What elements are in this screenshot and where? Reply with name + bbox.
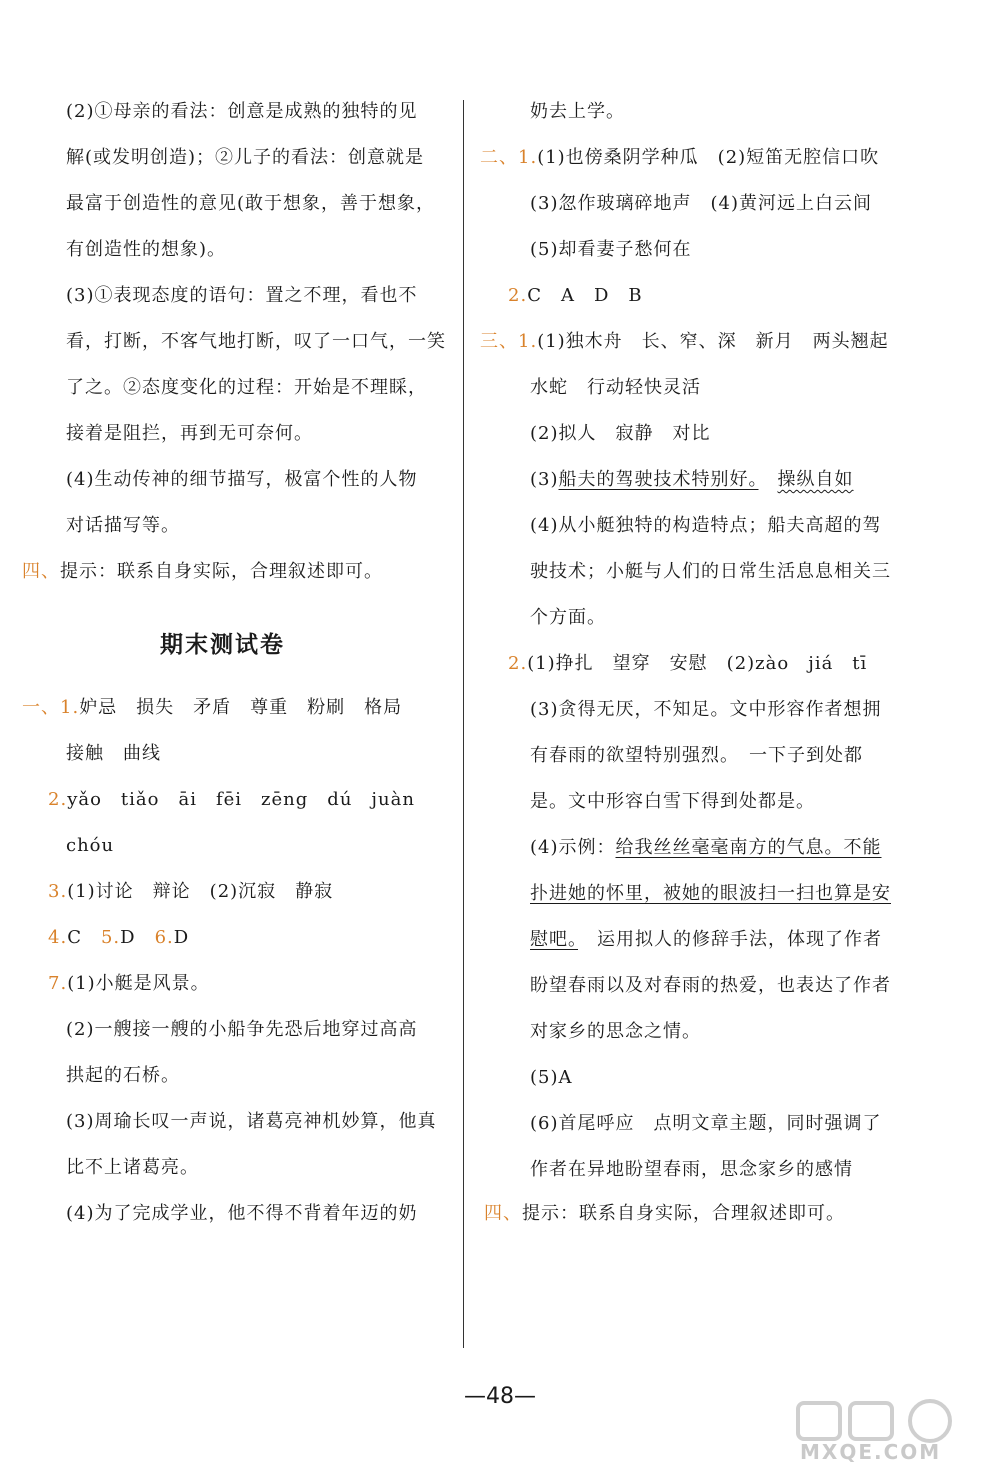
answer-line: [48, 926, 189, 950]
answer-text: 盼望春雨以及对春雨的热爱，也表达了作者: [530, 975, 891, 996]
answer-text: (4)从小艇独特的构造特点；船夫高超的驾: [530, 515, 882, 536]
underlined-text: 慰吧。: [530, 929, 578, 950]
answer-line: [66, 1156, 199, 1180]
answer-line: [66, 1202, 418, 1226]
answer-text: C A D B: [527, 285, 643, 306]
answer-text: 是。文中形容白雪下得到处都是。: [530, 791, 815, 812]
answer-line: [66, 1064, 180, 1088]
answer-text: (2)①母亲的看法：创意是成熟的独特的见: [66, 101, 418, 122]
question-number: 2.: [508, 285, 528, 306]
answer-text: D: [173, 927, 190, 948]
answer-line: [66, 468, 418, 492]
answer-line: [484, 1202, 845, 1226]
answer-line: [48, 972, 210, 996]
question-number: 6.: [154, 927, 174, 948]
answer-text: [759, 469, 778, 490]
answer-text: (3)贪得无厌，不知足。文中形容作者想拥: [530, 699, 882, 720]
answer-text: (1)也傍桑阴学种瓜 (2)短笛无腔信口吹: [537, 147, 880, 168]
answer-text: 拱起的石桥。: [66, 1065, 180, 1086]
answer-line: [480, 330, 889, 354]
answer-text: 妒忌 损失 矛盾 尊重 粉刷 格局: [79, 697, 403, 718]
answer-text: (3)周瑜长叹一声说，诸葛亮神机妙算，他真: [66, 1111, 437, 1132]
answer-text: 驶技术；小艇与人们的日常生活息息相关三: [530, 561, 891, 582]
answer-text: 最富于创造性的意见(敢于想象，善于想象，: [66, 193, 436, 214]
answer-line: [530, 974, 891, 998]
answer-text: (3)①表现态度的语句：置之不理，看也不: [66, 285, 418, 306]
answer-text: 看，打断，不客气地打断，叹了一口气，一笑: [66, 331, 446, 352]
underlined-text: 船夫的驾驶技术特别好。: [558, 469, 759, 490]
question-number: 5.: [100, 927, 121, 948]
question-number: 二、1.: [480, 147, 538, 168]
answer-line: [530, 1112, 882, 1136]
underlined-text: 扑进她的怀里，被她的眼波扫一扫也算是安: [530, 883, 891, 904]
answer-text: (6)首尾呼应 点明文章主题，同时强调了: [530, 1113, 882, 1134]
answer-line: [530, 836, 882, 860]
answer-line: [66, 192, 435, 216]
question-number: 一、1.: [22, 697, 80, 718]
section-title: 期末测试卷: [160, 632, 285, 658]
answer-text: 对家乡的思念之情。: [530, 1021, 701, 1042]
answer-line: [530, 606, 606, 630]
answer-line: [530, 100, 625, 124]
answer-line: [66, 146, 424, 170]
answer-text: D: [120, 927, 155, 948]
answer-text: (1)挣扎 望穿 安慰 (2)zào jiá tī: [527, 653, 868, 674]
answer-text: (5)A: [530, 1067, 573, 1088]
answer-line: [48, 880, 333, 904]
answer-text: 水蛇 行动轻快灵活: [530, 377, 701, 398]
answer-line: [66, 834, 114, 858]
answer-line: [66, 422, 313, 446]
answer-line: [66, 514, 180, 538]
answer-text: (2)拟人 寂静 对比: [530, 423, 711, 444]
answer-text: (5)却看妻子愁何在: [530, 239, 692, 260]
question-number: 2.: [508, 653, 528, 674]
answer-line: [66, 1110, 437, 1134]
answer-line: [530, 1066, 573, 1090]
answer-line: [66, 238, 226, 262]
question-number: 3.: [48, 881, 68, 902]
answer-line: [530, 698, 882, 722]
answer-line: [66, 1018, 418, 1042]
answer-line: [22, 560, 383, 584]
answer-text: C: [67, 927, 101, 948]
answer-text: chóu: [66, 835, 115, 856]
answer-line: [530, 882, 891, 906]
answer-text: 个方面。: [530, 607, 606, 628]
answer-line: [530, 744, 863, 768]
question-number: 四、: [484, 1203, 522, 1224]
answer-text: (3): [530, 469, 559, 490]
answer-line: [530, 1158, 853, 1182]
question-number: 四、: [22, 561, 60, 582]
page-number: —48—: [464, 1384, 536, 1409]
answer-line: [530, 790, 815, 814]
answer-text: (3)忽作玻璃碎地声 (4)黄河远上白云间: [530, 193, 872, 214]
answer-line: [530, 422, 711, 446]
column-divider: [463, 100, 464, 1348]
answer-line: [48, 788, 415, 812]
answer-text: 了之。②态度变化的过程：开始是不理睬，: [66, 377, 427, 398]
underlined-text: 给我丝丝毫毫南方的气息。不能: [615, 837, 882, 858]
answer-line: [66, 376, 427, 400]
answer-text: (4)示例：: [530, 837, 616, 858]
answer-text: 有创造性的想象)。: [66, 239, 227, 260]
answer-line: [480, 146, 879, 170]
answer-text: 奶去上学。: [530, 101, 625, 122]
answer-line: [530, 1020, 701, 1044]
answer-text: 对话描写等。: [66, 515, 180, 536]
answer-line: [66, 330, 446, 354]
answer-text: 接触 曲线: [66, 743, 161, 764]
answer-line: [66, 100, 418, 124]
answer-text: 有春雨的欲望特别强烈。 一下子到处都: [530, 745, 863, 766]
answer-text: 比不上诸葛亮。: [66, 1157, 199, 1178]
answer-line: [530, 928, 882, 952]
answer-text: 提示：联系自身实际，合理叙述即可。: [522, 1203, 845, 1224]
wavy-underlined-text: 操纵自如: [777, 469, 854, 490]
question-number: 7.: [48, 973, 68, 994]
answer-text: 解(或发明创造)；②儿子的看法：创意就是: [66, 147, 425, 168]
answer-line: [530, 468, 854, 492]
answer-text: (2)一艘接一艘的小船争先恐后地穿过高高: [66, 1019, 418, 1040]
answer-line: [22, 696, 402, 720]
answer-line: [508, 652, 867, 676]
watermark-text: MXQE.COM: [800, 1440, 942, 1464]
question-number: 2.: [48, 789, 68, 810]
answer-text: (1)讨论 辩论 (2)沉寂 静寂: [67, 881, 334, 902]
answer-line: [530, 192, 872, 216]
answer-text: (1)小艇是风景。: [67, 973, 210, 994]
answer-line: [530, 514, 882, 538]
answer-text: 提示：联系自身实际，合理叙述即可。: [60, 561, 383, 582]
answer-line: [530, 560, 891, 584]
answer-text: (1)独木舟 长、窄、深 新月 两头翘起: [537, 331, 889, 352]
answer-text: yǎo tiǎo āi fēi zēng dú juàn: [67, 789, 415, 810]
answer-text: 接着是阻拦，再到无可奈何。: [66, 423, 313, 444]
question-number: 4.: [48, 927, 68, 948]
answer-text: (4)生动传神的细节描写，极富个性的人物: [66, 469, 418, 490]
answer-line: [66, 284, 418, 308]
answer-line: [530, 376, 701, 400]
answer-text: 运用拟人的修辞手法，体现了作者: [578, 929, 882, 950]
answer-text: (4)为了完成学业，他不得不背着年迈的奶: [66, 1203, 418, 1224]
answer-line: [508, 284, 643, 308]
question-number: 三、1.: [480, 331, 538, 352]
answer-line: [66, 742, 161, 766]
answer-text: 作者在异地盼望春雨，思念家乡的感情: [530, 1159, 853, 1180]
answer-line: [530, 238, 692, 262]
